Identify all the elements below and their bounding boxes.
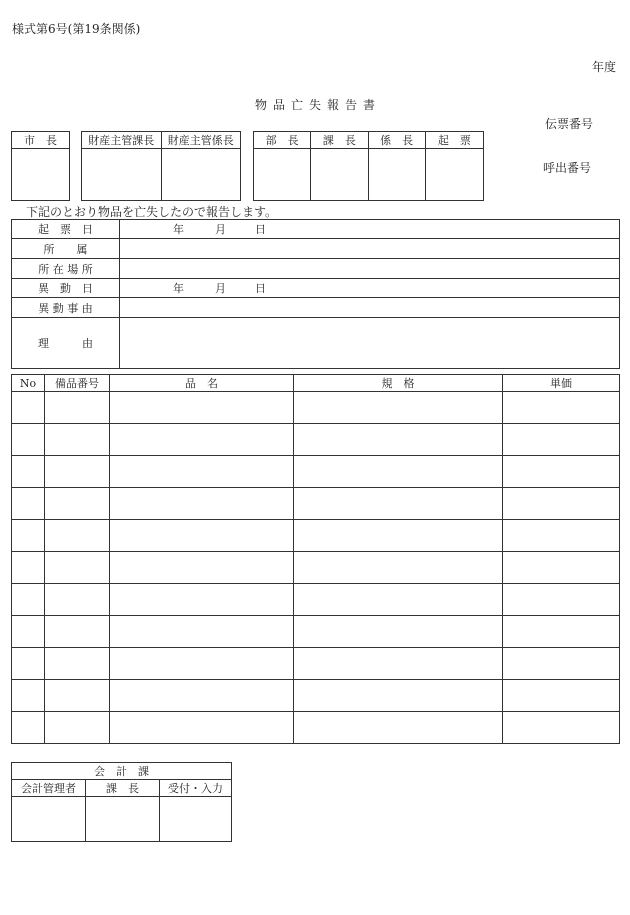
cell[interactable]: [503, 552, 620, 584]
accounting-title: 会 計 課: [12, 763, 232, 780]
cell[interactable]: [110, 584, 294, 616]
approval-stamp-cell[interactable]: [161, 149, 241, 201]
cell[interactable]: [503, 680, 620, 712]
cell[interactable]: [12, 520, 45, 552]
year-unit: 年: [173, 282, 184, 295]
column-header-no: No: [12, 375, 45, 392]
info-label: 起 票 日: [12, 220, 120, 239]
info-label: 所 在 場 所: [12, 259, 120, 279]
cell[interactable]: [12, 616, 45, 648]
approval-stamp-cell[interactable]: [425, 149, 483, 201]
approval-stamp-cell[interactable]: [368, 149, 425, 201]
cell[interactable]: [294, 648, 503, 680]
cell[interactable]: [45, 552, 110, 584]
cell[interactable]: [503, 520, 620, 552]
change-date-field[interactable]: [120, 279, 620, 298]
cell[interactable]: [294, 488, 503, 520]
cell[interactable]: [294, 712, 503, 744]
month-unit: 月: [215, 282, 226, 295]
cell[interactable]: [45, 456, 110, 488]
form-code: 様式第6号(第19条関係): [12, 22, 141, 36]
month-unit: 月: [215, 223, 226, 236]
cell[interactable]: [45, 584, 110, 616]
table-row: [12, 392, 620, 424]
approval-box-mayor: [11, 131, 70, 201]
cell[interactable]: [45, 648, 110, 680]
approval-stamp-cell[interactable]: [311, 149, 368, 201]
info-label: 異 動 事 由: [12, 298, 120, 318]
reason-field[interactable]: [120, 318, 620, 369]
approval-header: 課 長: [311, 132, 368, 149]
cell[interactable]: [503, 424, 620, 456]
cell[interactable]: [110, 456, 294, 488]
cell[interactable]: [294, 680, 503, 712]
approval-stamp-cell[interactable]: [254, 149, 311, 201]
accounting-chief-header: 課 長: [86, 780, 160, 797]
approval-header: 部 長: [254, 132, 311, 149]
column-header-unit-price: 単価: [503, 375, 620, 392]
table-row: [12, 488, 620, 520]
cell[interactable]: [12, 552, 45, 584]
cell[interactable]: [110, 680, 294, 712]
cell[interactable]: [12, 712, 45, 744]
cell[interactable]: [503, 392, 620, 424]
page-title: 物品亡失報告書: [255, 98, 382, 112]
info-label: 所 属: [12, 239, 120, 259]
info-label: 異 動 日: [12, 279, 120, 298]
cell[interactable]: [503, 648, 620, 680]
cell[interactable]: [294, 552, 503, 584]
table-row: [12, 424, 620, 456]
cell[interactable]: [294, 456, 503, 488]
column-header-item-number: 備品番号: [45, 375, 110, 392]
approval-header: 起 票: [425, 132, 483, 149]
cell[interactable]: [12, 392, 45, 424]
cell[interactable]: [45, 616, 110, 648]
cell[interactable]: [503, 712, 620, 744]
day-unit: 日: [255, 223, 266, 236]
cell[interactable]: [503, 616, 620, 648]
approval-header: 財産主管係長: [161, 132, 241, 149]
table-row: [12, 712, 620, 744]
column-header-spec: 規 格: [294, 375, 503, 392]
approval-stamp-cell[interactable]: [82, 149, 162, 201]
cell[interactable]: [110, 488, 294, 520]
table-row: [12, 520, 620, 552]
cell[interactable]: [110, 712, 294, 744]
cell[interactable]: [110, 616, 294, 648]
cell[interactable]: [110, 520, 294, 552]
cell[interactable]: [45, 520, 110, 552]
cell[interactable]: [45, 488, 110, 520]
accounting-reception-header: 受付・入力: [160, 780, 232, 797]
table-row: [12, 648, 620, 680]
cell[interactable]: [503, 488, 620, 520]
cell[interactable]: [110, 648, 294, 680]
cell[interactable]: [12, 680, 45, 712]
report-statement: 下記のとおり物品を亡失したので報告します。: [26, 205, 278, 219]
change-reason-field[interactable]: [120, 298, 620, 318]
accounting-table: [11, 762, 232, 842]
day-unit: 日: [255, 282, 266, 295]
table-row: [12, 584, 620, 616]
approval-stamp-cell[interactable]: [12, 797, 86, 842]
info-table: [11, 219, 620, 369]
call-number-label: 呼出番号: [543, 161, 592, 175]
cell[interactable]: [12, 424, 45, 456]
cell[interactable]: [12, 456, 45, 488]
cell[interactable]: [294, 520, 503, 552]
approval-stamp-cell[interactable]: [160, 797, 232, 842]
info-label: 理 由: [12, 318, 120, 369]
cell[interactable]: [45, 424, 110, 456]
cell[interactable]: [110, 424, 294, 456]
items-table: [11, 374, 620, 744]
cell[interactable]: [294, 584, 503, 616]
column-header-name: 品 名: [110, 375, 294, 392]
cell[interactable]: [45, 712, 110, 744]
cell[interactable]: [12, 488, 45, 520]
slip-number-label: 伝票番号: [545, 117, 594, 131]
approval-header: 財産主管課長: [82, 132, 162, 149]
year-unit: 年: [173, 223, 184, 236]
cell[interactable]: [294, 616, 503, 648]
cell[interactable]: [503, 584, 620, 616]
approval-stamp-cell[interactable]: [86, 797, 160, 842]
cell[interactable]: [110, 392, 294, 424]
accounting-manager-header: 会計管理者: [12, 780, 86, 797]
cell[interactable]: [12, 584, 45, 616]
affiliation-field[interactable]: [120, 239, 620, 259]
table-row: [12, 680, 620, 712]
approval-box-property: [81, 131, 241, 201]
slip-date-field[interactable]: [120, 220, 620, 239]
approval-box-department: [253, 131, 484, 201]
cell[interactable]: [294, 424, 503, 456]
cell[interactable]: [294, 392, 503, 424]
cell[interactable]: [45, 392, 110, 424]
table-row: [12, 616, 620, 648]
approval-header: 係 長: [368, 132, 425, 149]
table-row: [12, 456, 620, 488]
table-row: [12, 552, 620, 584]
cell[interactable]: [45, 680, 110, 712]
cell[interactable]: [110, 552, 294, 584]
cell[interactable]: [503, 456, 620, 488]
fiscal-year-label: 年度: [592, 60, 617, 74]
cell[interactable]: [12, 648, 45, 680]
approval-header: 市 長: [12, 132, 70, 149]
location-field[interactable]: [120, 259, 620, 279]
approval-stamp-cell[interactable]: [12, 149, 70, 201]
